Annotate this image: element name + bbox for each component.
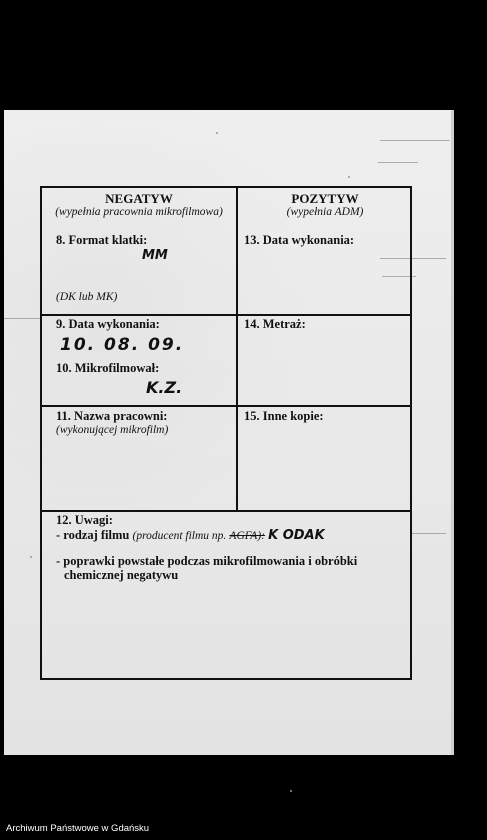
metraz-label: 14. Metraż: [244,317,306,331]
negatyw-title: NEGATYW [105,191,173,206]
scan-mark [4,318,40,319]
format-klatki-label: 8. Format klatki: [56,233,148,247]
mikrofilmowal-value: K.Z. [146,378,183,397]
format-klatki-value: MM [142,248,168,263]
poprawki-line1: - poprawki powstałe podczas mikrofilmowania i obróbki [56,554,358,568]
poprawki-line2: chemicznej negatywu [64,568,179,582]
inne-kopie-label: 15. Inne kopie: [244,409,324,423]
pozytyw-subtitle: (wypełnia ADM) [286,206,364,218]
scan-mark [378,162,418,163]
nazwa-pracowni-label: 11. Nazwa pracowni: [56,409,168,423]
scan-mark [380,140,450,141]
row-divider [42,405,410,407]
uwagi-label: 12. Uwagi: [56,513,113,527]
rodzaj-filmu-label: - rodzaj filmu [56,528,130,542]
mikrofilmowal-label: 10. Mikrofilmował: [56,361,160,375]
microfilm-form [40,186,412,680]
scan-mark [412,533,446,534]
row-divider [42,314,410,316]
row-divider [42,510,410,512]
archive-source-caption: Archiwum Państwowe w Gdańsku [6,823,150,834]
sheet-edge [451,110,454,755]
scan-speck [216,132,218,134]
scan-speck [348,176,350,178]
rodzaj-filmu-struck: AGFA): [229,530,265,542]
rodzaj-filmu-hint: (producent filmu np. [132,530,227,542]
rodzaj-filmu-value: K ODAK [268,528,325,543]
rodzaj-filmu-line [56,529,325,543]
pozytyw-title: POZYTYW [291,191,359,206]
column-divider [236,188,238,511]
pozytyw-data-wykonania-label: 13. Data wykonania: [244,233,355,247]
negatyw-data-wykonania-value: 10. 08. 09. [60,335,185,355]
format-klatki-hint: (DK lub MK) [56,291,118,303]
negatyw-subtitle: (wypełnia pracownia mikrofilmowa) [55,206,223,218]
scan-speck [290,790,292,792]
negatyw-data-wykonania-label: 9. Data wykonania: [56,317,160,331]
scan-speck [30,556,32,558]
nazwa-pracowni-hint: (wykonującej mikrofilm) [56,424,169,436]
